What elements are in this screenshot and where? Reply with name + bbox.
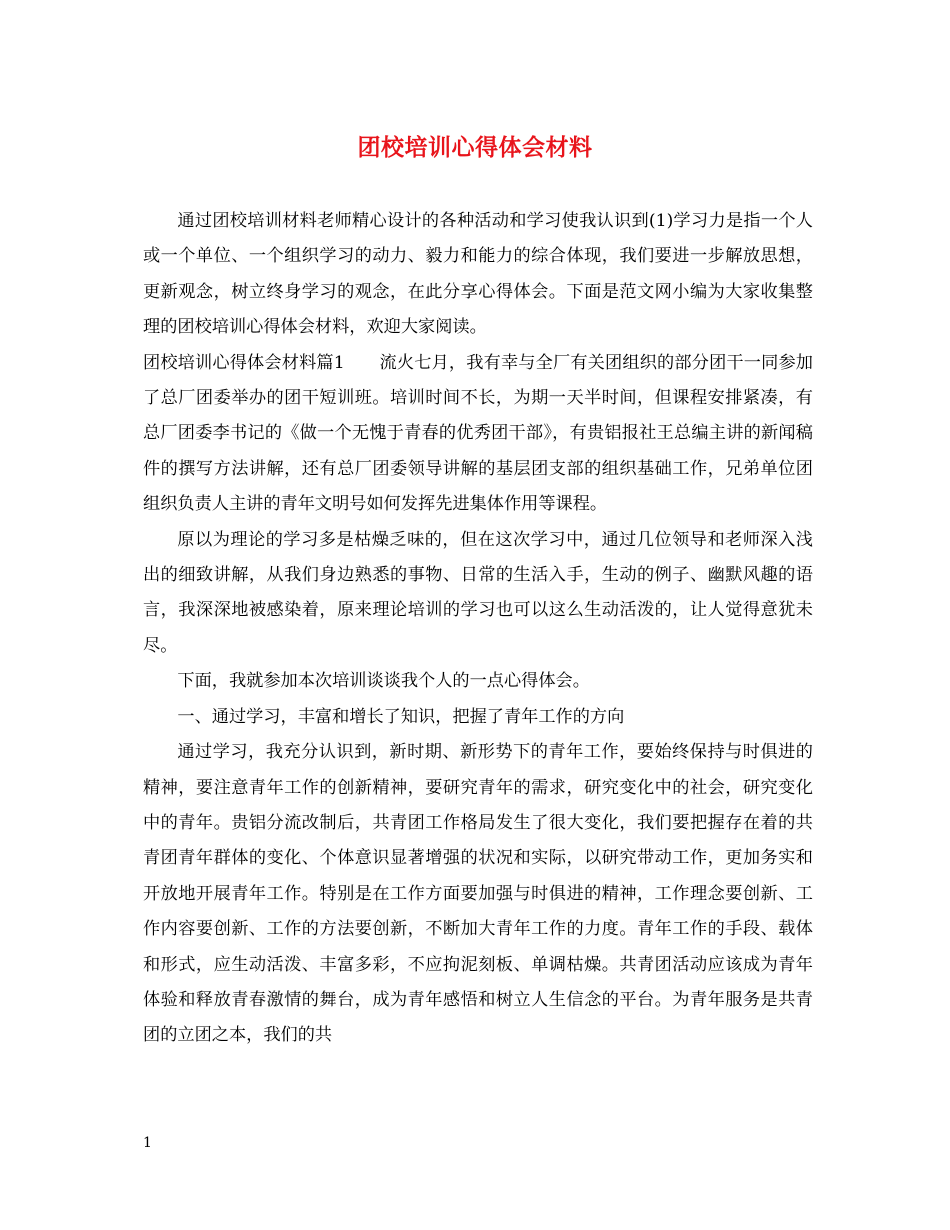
paragraph-body-1: 通过学习，我充分认识到，新时期、新形势下的青年工作，要始终保持与时俱进的精神，要注意青年工作的创新精神，要研究青年的需求，研究变化中的社会，研究变化中的青年。贵铝分流改制后，共青团工作格局发生了很大变化，我们要把握存在着的共青团青年群体的变化、个体意识显著增强的状况和实际，以研究带动工作，更加务实和开放地开展青年工作。特别是在工作方面要加强与时俱进的精神，工作理念要创新、工作内容要创新、工作的方法要创新，不断加大青年工作的力度。青年工作的手段、载体和形式，应生动活泼、丰富多彩，不应拘泥刻板、单调枯燥。共青团活动应该成为青年体验和释放青春激情的舞台，成为青年感悟和树立人生信念的平台。为青年服务是共青团的立团之本，我们的共 [143,742,813,1046]
document-body [143,204,813,1054]
paragraph-section-1: 团校培训心得体会材料篇1 流火七月，我有幸与全厂有关团组织的部分团干一同参加了总厂团委举办的团干短训班。培训时间不长，为期一天半时间，但课程安排紧凑，有总厂团委李书记的《做一个无愧于青春的优秀团干部》，有贵铝报社王总编主讲的新闻稿件的撰写方法讲解，还有总厂团委领导讲解的基层团支部的组织基础工作，兄弟单位团组织负责人主讲的青年文明号如何发挥先进集体作用等课程。 [143,352,813,515]
document-title: 团校培训心得体会材料 [357,134,593,161]
paragraph-intro: 通过团校培训材料老师精心设计的各种活动和学习使我认识到(1)学习力是指一个人或一个单位、一个组织学习的动力、毅力和能力的综合体现，我们要进一步解放思想，更新观念，树立终身学习的观念，在此分享心得体会。下面是范文网小编为大家收集整理的团校培训心得体会材料，欢迎大家阅读。 [143,211,813,338]
paragraph-reflection: 原以为理论的学习多是枯燥乏味的，但在这次学习中，通过几位领导和老师深入浅出的细致讲解，从我们身边熟悉的事物、日常的生活入手，生动的例子、幽默风趣的语言，我深深地被感染着，原来理论培训的学习也可以这么生动活泼的，让人觉得意犹未尽。 [143,529,813,656]
paragraph-heading-1: 一、通过学习，丰富和增长了知识，把握了青年工作的方向 [177,706,625,727]
paragraph-transition: 下面，我就参加本次培训谈谈我个人的一点心得体会。 [177,671,590,692]
page-number: 1 [143,1135,152,1151]
